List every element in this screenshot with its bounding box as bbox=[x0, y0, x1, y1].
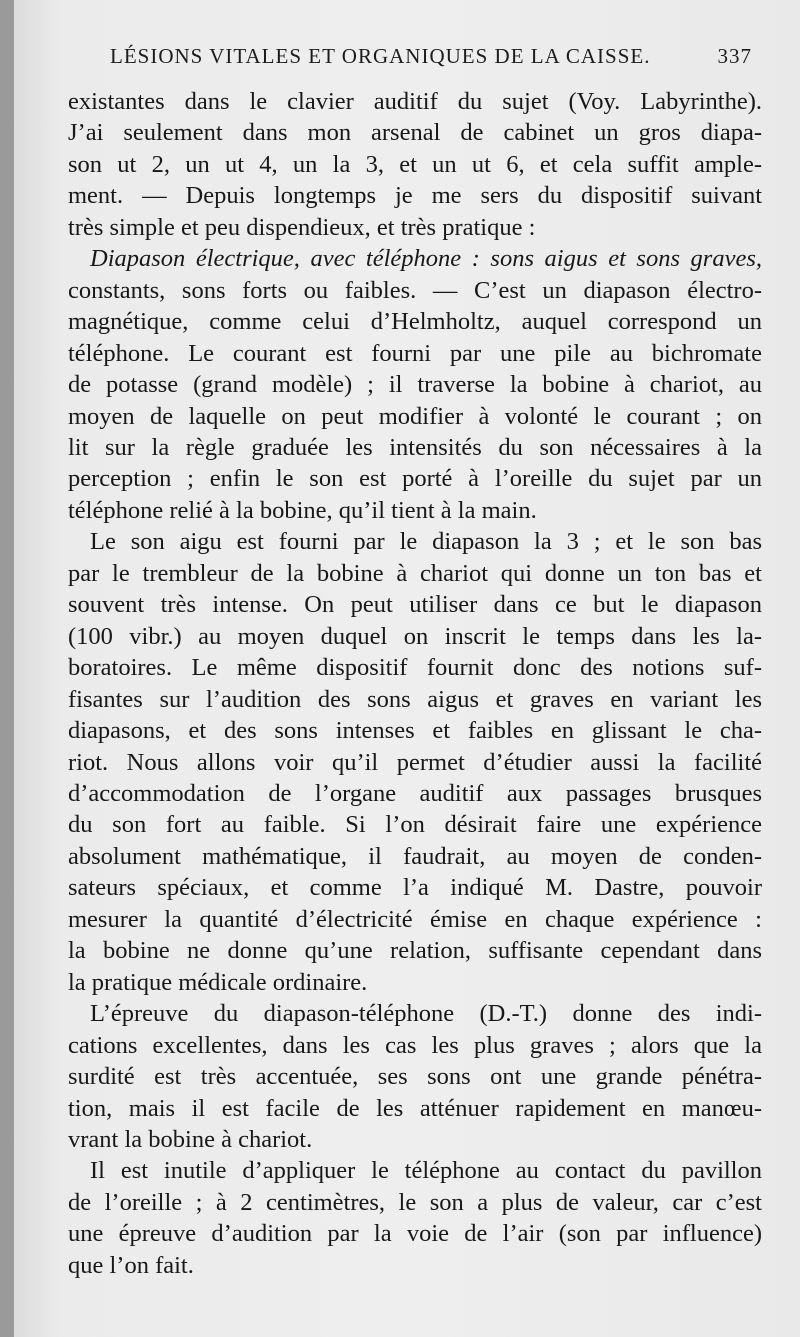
text-line: ment. — Depuis longtemps je me sers du dispositif suivant bbox=[68, 182, 762, 210]
text-line: vrant la bobine à chariot. bbox=[68, 1125, 313, 1153]
text-line: fisantes sur l’audition des sons aigus et graves en variant les bbox=[68, 685, 762, 713]
text-line: une épreuve d’audition par la voie de l’air (son par influence) bbox=[68, 1220, 762, 1248]
text-line: boratoires. Le même dispositif fournit donc des notions suf- bbox=[68, 654, 762, 682]
text-line: riot. Nous allons voir qu’il permet d’étudier aussi la facilité bbox=[68, 748, 762, 776]
text-line: téléphone. Le courant est fourni par une pile au bichromate bbox=[68, 339, 762, 367]
text-line: tion, mais il est facile de les atténuer rapidement en manœu- bbox=[68, 1094, 762, 1122]
text-line: existantes dans le clavier auditif du sujet (Voy. Labyrinthe). bbox=[68, 88, 762, 115]
text-line: constants, sons forts ou faibles. — C’est un diapason électro- bbox=[68, 276, 762, 304]
text-line: sateurs spéciaux, et comme l’a indiqué M. Dastre, pouvoir bbox=[68, 874, 762, 902]
text-line: L’épreuve du diapason-téléphone (D.-T.) donne des indi- bbox=[90, 1000, 762, 1028]
text-line: diapasons, et des sons intenses et faibles en glissant le cha- bbox=[68, 717, 762, 745]
text-line: souvent très intense. On peut utiliser dans ce but le diapason bbox=[68, 591, 762, 619]
text-line: Il est inutile d’appliquer le téléphone au contact du pavillon bbox=[90, 1157, 762, 1185]
text-line: J’ai seulement dans mon arsenal de cabinet un gros diapa- bbox=[68, 119, 762, 147]
page-number: 337 bbox=[717, 44, 752, 68]
text-line: Diapason électrique, avec téléphone : sons aigus et sons graves, bbox=[90, 245, 762, 273]
text-line: téléphone relié à la bobine, qu’il tient à la main. bbox=[68, 496, 537, 524]
text-line: par le trembleur de la bobine à chariot qui donne un ton bas et bbox=[68, 559, 762, 587]
page-header bbox=[110, 44, 752, 69]
text-line: très simple et peu dispendieux, et très pratique : bbox=[68, 213, 536, 241]
book-page bbox=[14, 0, 800, 1337]
text-line: cations excellentes, dans les cas les plus graves ; alors que la bbox=[68, 1031, 762, 1059]
text-line: la pratique médicale ordinaire. bbox=[68, 968, 368, 996]
text-line: d’accommodation de l’organe auditif aux passages brusques bbox=[68, 779, 762, 807]
text-line: de l’oreille ; à 2 centimètres, le son a plus de valeur, car c’est bbox=[68, 1188, 762, 1216]
text-line: que l’on fait. bbox=[68, 1251, 194, 1279]
text-line: de potasse (grand modèle) ; il traverse la bobine à chariot, au bbox=[68, 371, 762, 399]
text-line: absolument mathématique, il faudrait, au moyen de conden- bbox=[68, 842, 762, 870]
running-title: LÉSIONS VITALES ET ORGANIQUES DE LA CAISSE. bbox=[110, 44, 651, 68]
text-line: perception ; enfin le son est porté à l’oreille du sujet par un bbox=[68, 465, 762, 493]
text-line: moyen de laquelle on peut modifier à volonté le courant ; on bbox=[68, 402, 762, 430]
text-line: son ut 2, un ut 4, un la 3, et un ut 6, et cela suffit ample- bbox=[68, 150, 762, 178]
text-line: Le son aigu est fourni par le diapason la 3 ; et le son bas bbox=[90, 528, 762, 556]
text-line: lit sur la règle graduée les intensités du son nécessaires à la bbox=[68, 433, 762, 461]
text-line: magnétique, comme celui d’Helmholtz, auquel correspond un bbox=[68, 308, 762, 336]
text-line: (100 vibr.) au moyen duquel on inscrit le temps dans les la- bbox=[68, 622, 762, 650]
text-line: la bobine ne donne qu’une relation, suffisante cependant dans bbox=[68, 937, 762, 965]
text-line: surdité est très accentuée, ses sons ont une grande pénétra- bbox=[68, 1063, 762, 1091]
body-text bbox=[68, 86, 762, 1281]
text-line: mesurer la quantité d’électricité émise en chaque expérience : bbox=[68, 905, 762, 933]
text-line: du son fort au faible. Si l’on désirait faire une expérience bbox=[68, 811, 762, 839]
